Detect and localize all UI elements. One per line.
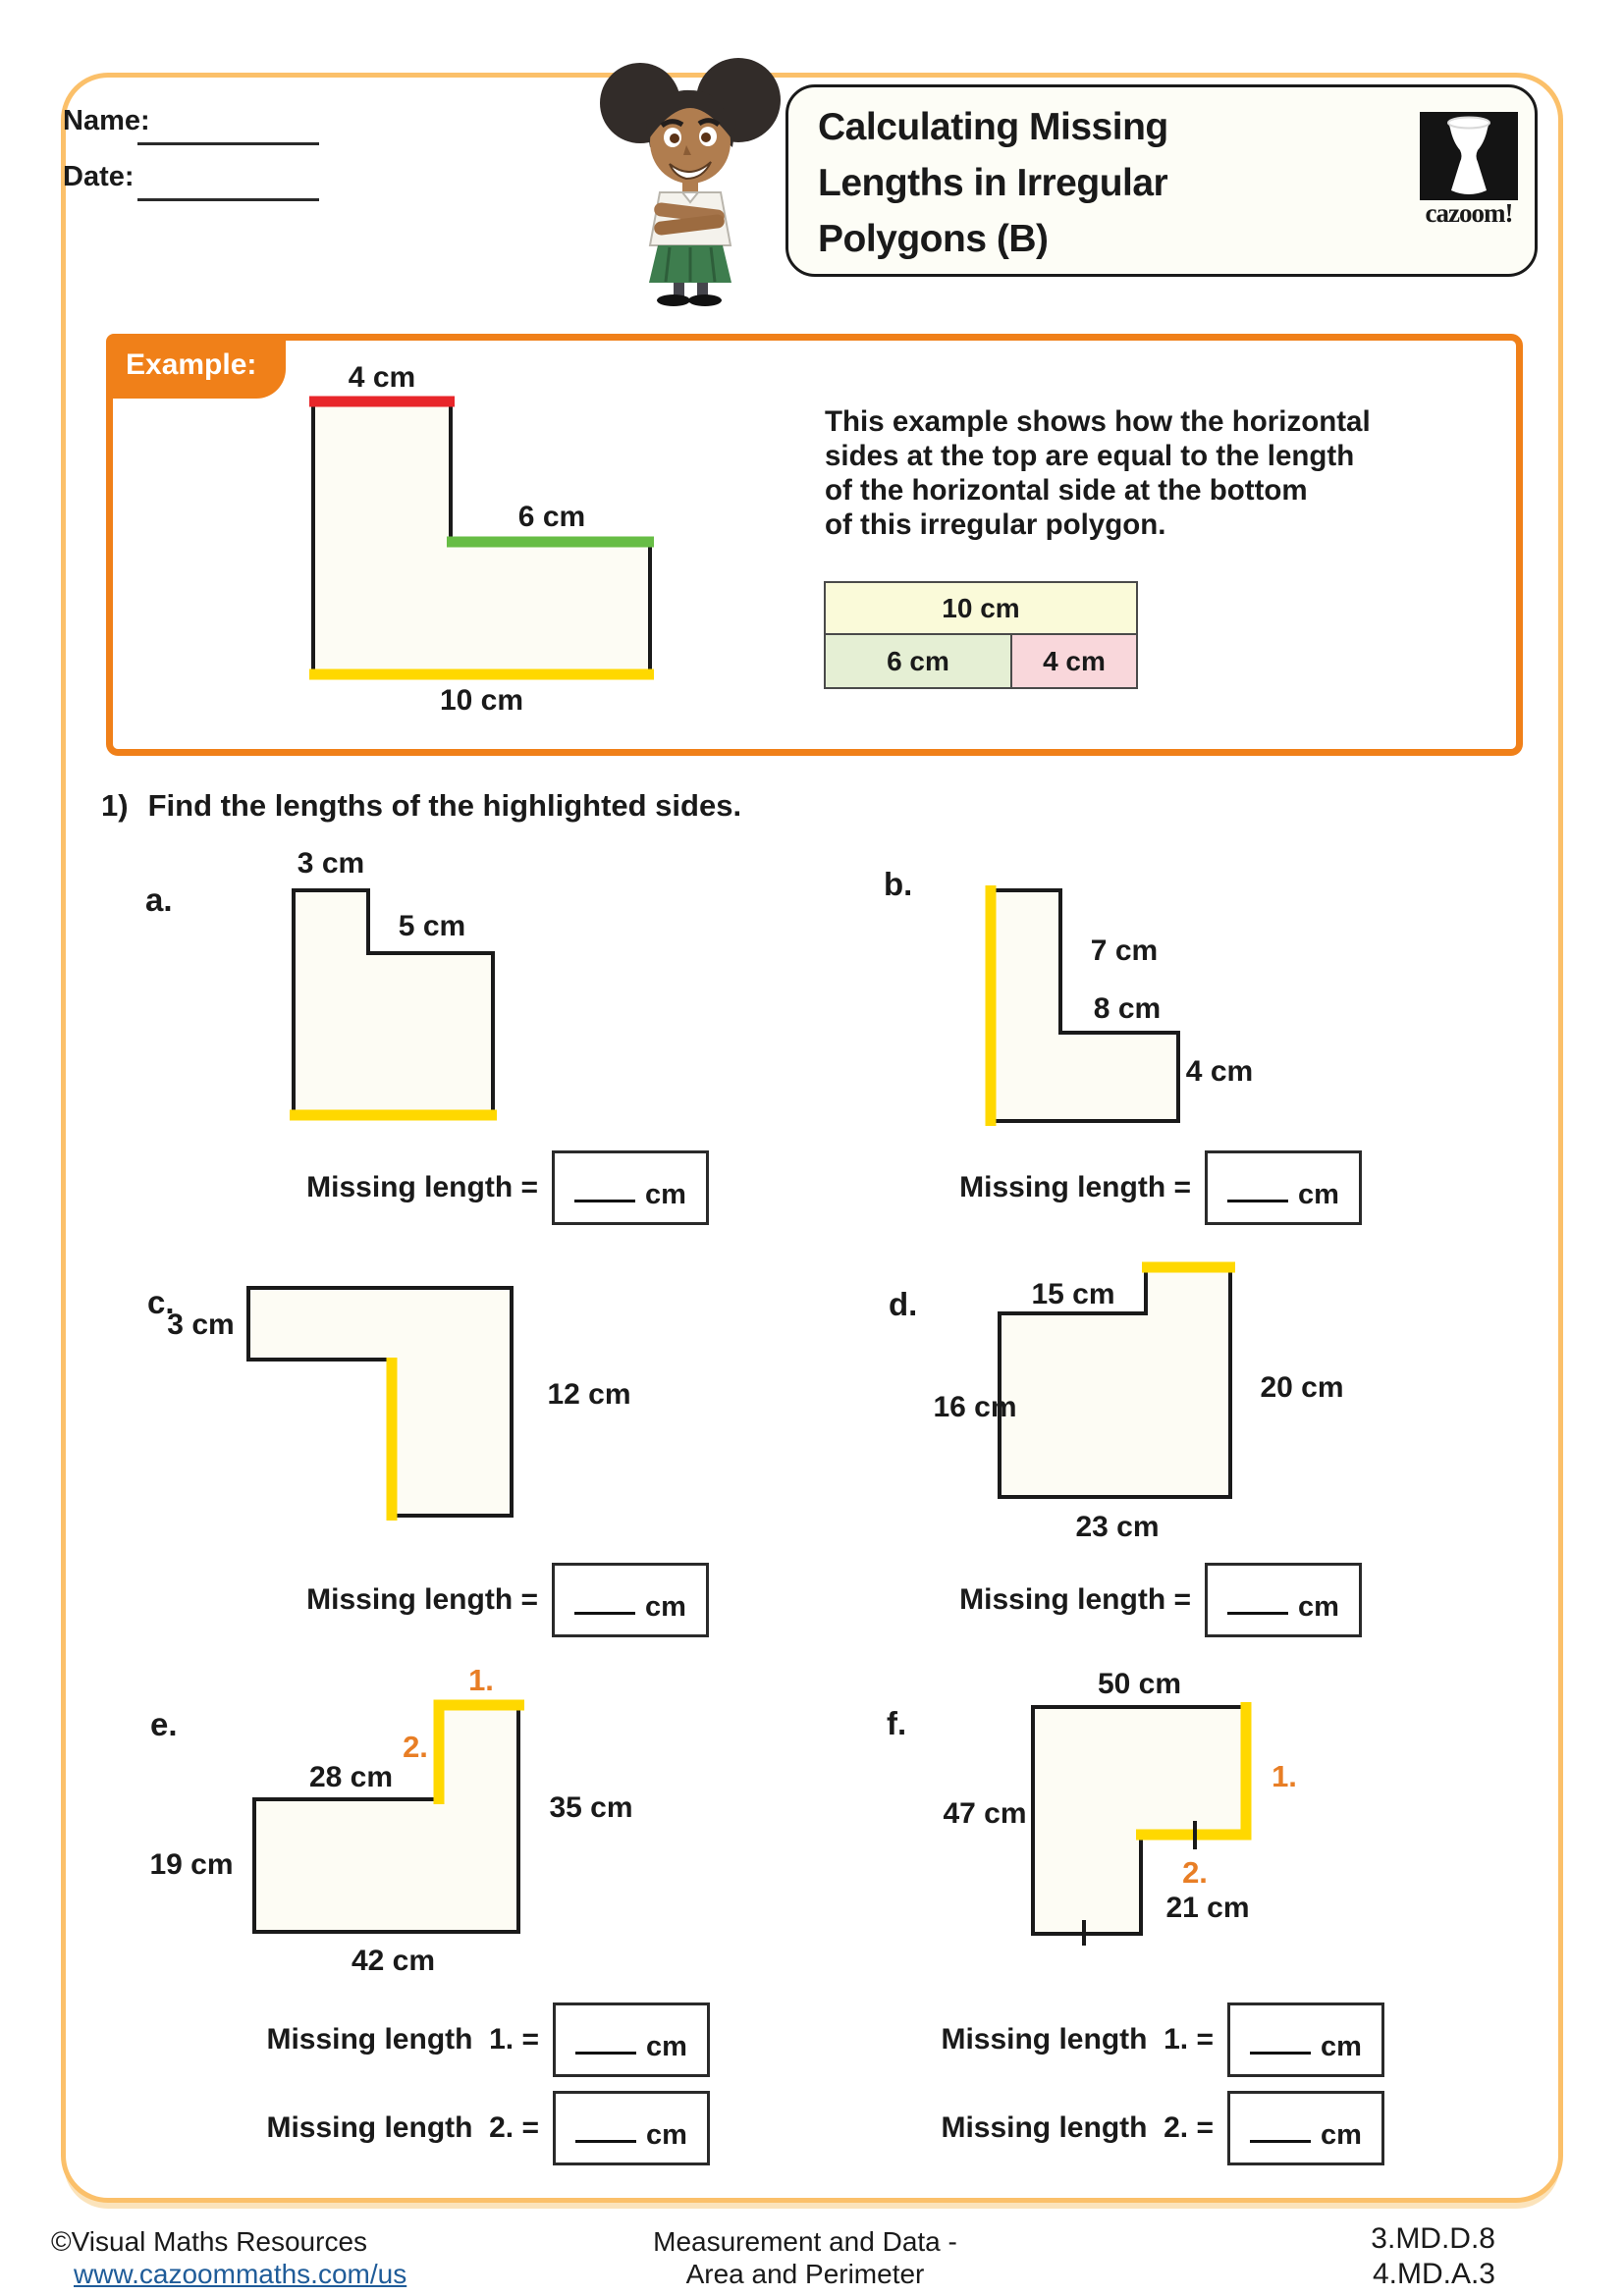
footer-topic-line-1: Measurement and Data - xyxy=(653,2226,957,2257)
problem-a-dim-step: 5 cm xyxy=(398,910,466,942)
problem-d-dim-right: 20 cm xyxy=(1260,1371,1344,1404)
example-dim-bottom: 10 cm xyxy=(439,684,524,717)
date-label: Date: xyxy=(63,161,135,192)
example-dim-middle: 6 cm xyxy=(517,501,586,533)
problem-e-mark-1: 1. xyxy=(468,1663,494,1697)
footer-standard-2: 4.MD.A.3 xyxy=(1372,2258,1495,2290)
name-input-line[interactable] xyxy=(137,142,319,145)
logo-wordmark: cazoom! xyxy=(1425,198,1513,228)
problem-d-label: d. xyxy=(889,1286,918,1322)
problem-e-mark-2: 2. xyxy=(403,1730,428,1764)
problem-c-dim-left: 3 cm xyxy=(167,1308,235,1341)
example-description: This example shows how the horizontal sides at the top are equal to the length of the horizontal side at the bottom of this irregular polygon. xyxy=(825,405,1371,541)
example-tab: Example: xyxy=(106,334,286,399)
problem-d-answer-row xyxy=(941,1563,1362,1637)
answer-blank[interactable] xyxy=(1250,2052,1311,2055)
problem-b-label: b. xyxy=(884,866,913,902)
answer-blank[interactable] xyxy=(575,2140,636,2143)
problem-a-dim-top: 3 cm xyxy=(297,847,365,880)
problem-e-dim-left: 19 cm xyxy=(149,1848,234,1881)
cazoom-logo xyxy=(1402,112,1536,229)
page-title xyxy=(818,99,1368,267)
footer-link[interactable]: www.cazoommaths.com/us xyxy=(74,2259,407,2289)
problem-f-dim-top: 50 cm xyxy=(1097,1668,1182,1700)
bar-part-pink: 4 cm xyxy=(1012,635,1138,689)
answer-box[interactable]: cm xyxy=(1205,1563,1362,1637)
problem-e-dim-bottom: 42 cm xyxy=(351,1945,436,1977)
problem-b-dim-right: 4 cm xyxy=(1185,1055,1254,1088)
problem-c-dim-right: 12 cm xyxy=(547,1378,631,1411)
answer-box[interactable]: cm xyxy=(1227,2091,1384,2165)
answer-label: Missing length 2. = xyxy=(266,2111,539,2144)
problem-c-label: c. xyxy=(147,1284,175,1320)
problem-e-dim-right: 35 cm xyxy=(549,1791,633,1824)
answer-box[interactable]: cm xyxy=(1205,1150,1362,1225)
problem-b-dim-inner-v: 7 cm xyxy=(1090,934,1159,967)
problem-f-label: f. xyxy=(887,1705,907,1741)
problem-f-dim-inner: 21 cm xyxy=(1165,1892,1250,1924)
problem-c-polygon xyxy=(241,1279,520,1526)
footer-standard-1: 3.MD.D.8 xyxy=(1371,2222,1495,2255)
drum-icon xyxy=(1420,112,1518,200)
answer-blank[interactable] xyxy=(574,1200,635,1202)
problem-d-dim-left: 16 cm xyxy=(933,1391,1017,1423)
answer-blank[interactable] xyxy=(575,2052,636,2055)
answer-label: Missing length = xyxy=(959,1583,1191,1616)
question-1-heading xyxy=(101,788,741,824)
problem-b-answer-row xyxy=(941,1150,1362,1225)
answer-label: Missing length = xyxy=(306,1171,538,1203)
footer-copyright: ©Visual Maths Resources xyxy=(51,2226,368,2257)
answer-box[interactable]: cm xyxy=(552,1563,709,1637)
problem-d-dim-bottom: 23 cm xyxy=(1075,1511,1160,1543)
question-number: 1) xyxy=(101,788,129,823)
title-line-1: Calculating Missing xyxy=(818,106,1168,148)
answer-box[interactable]: cm xyxy=(552,1150,709,1225)
girl-illustration xyxy=(589,49,795,306)
problem-e-dim-top: 28 cm xyxy=(308,1761,394,1793)
problem-f-answer-row-2 xyxy=(933,2091,1384,2165)
problem-f-mark-1: 1. xyxy=(1272,1759,1297,1793)
title-line-2: Lengths in Irregular xyxy=(818,162,1168,204)
answer-label: Missing length 1. = xyxy=(266,2023,539,2056)
example-dim-top: 4 cm xyxy=(348,361,416,394)
bar-part-green: 6 cm xyxy=(824,635,1012,689)
answer-label: Missing length 1. = xyxy=(941,2023,1214,2056)
problem-e-label: e. xyxy=(150,1706,178,1742)
footer-topic-line-2: Area and Perimeter xyxy=(685,2259,925,2289)
name-label: Name: xyxy=(63,105,150,136)
example-polygon xyxy=(299,391,668,685)
answer-blank[interactable] xyxy=(1227,1200,1288,1202)
problem-f-answer-row-1 xyxy=(933,2002,1384,2077)
title-line-3: Polygons (B) xyxy=(818,218,1049,260)
answer-blank[interactable] xyxy=(1227,1612,1288,1615)
bar-total: 10 cm xyxy=(824,581,1138,635)
problem-e-answer-row-1 xyxy=(258,2002,710,2077)
problem-e-answer-row-2 xyxy=(258,2091,710,2165)
answer-blank[interactable] xyxy=(574,1612,635,1615)
date-input-line[interactable] xyxy=(137,198,319,201)
answer-blank[interactable] xyxy=(1250,2140,1311,2143)
answer-label: Missing length = xyxy=(306,1583,538,1616)
problem-f-mark-2: 2. xyxy=(1182,1855,1208,1890)
problem-d-dim-top: 15 cm xyxy=(1031,1278,1115,1310)
problem-c-answer-row xyxy=(288,1563,709,1637)
problem-f-dim-left: 47 cm xyxy=(943,1797,1027,1830)
problem-a-label: a. xyxy=(145,881,173,918)
question-text: Find the lengths of the highlighted sides. xyxy=(147,788,742,823)
bar-model xyxy=(824,581,1138,689)
answer-label: Missing length = xyxy=(959,1171,1191,1203)
problem-e-polygon xyxy=(245,1694,530,1944)
answer-box[interactable]: cm xyxy=(1227,2002,1384,2077)
answer-box[interactable]: cm xyxy=(553,2091,710,2165)
answer-box[interactable]: cm xyxy=(553,2002,710,2077)
answer-label: Missing length 2. = xyxy=(941,2111,1214,2144)
problem-b-dim-inner-h: 8 cm xyxy=(1093,992,1162,1025)
problem-a-answer-row xyxy=(288,1150,709,1225)
